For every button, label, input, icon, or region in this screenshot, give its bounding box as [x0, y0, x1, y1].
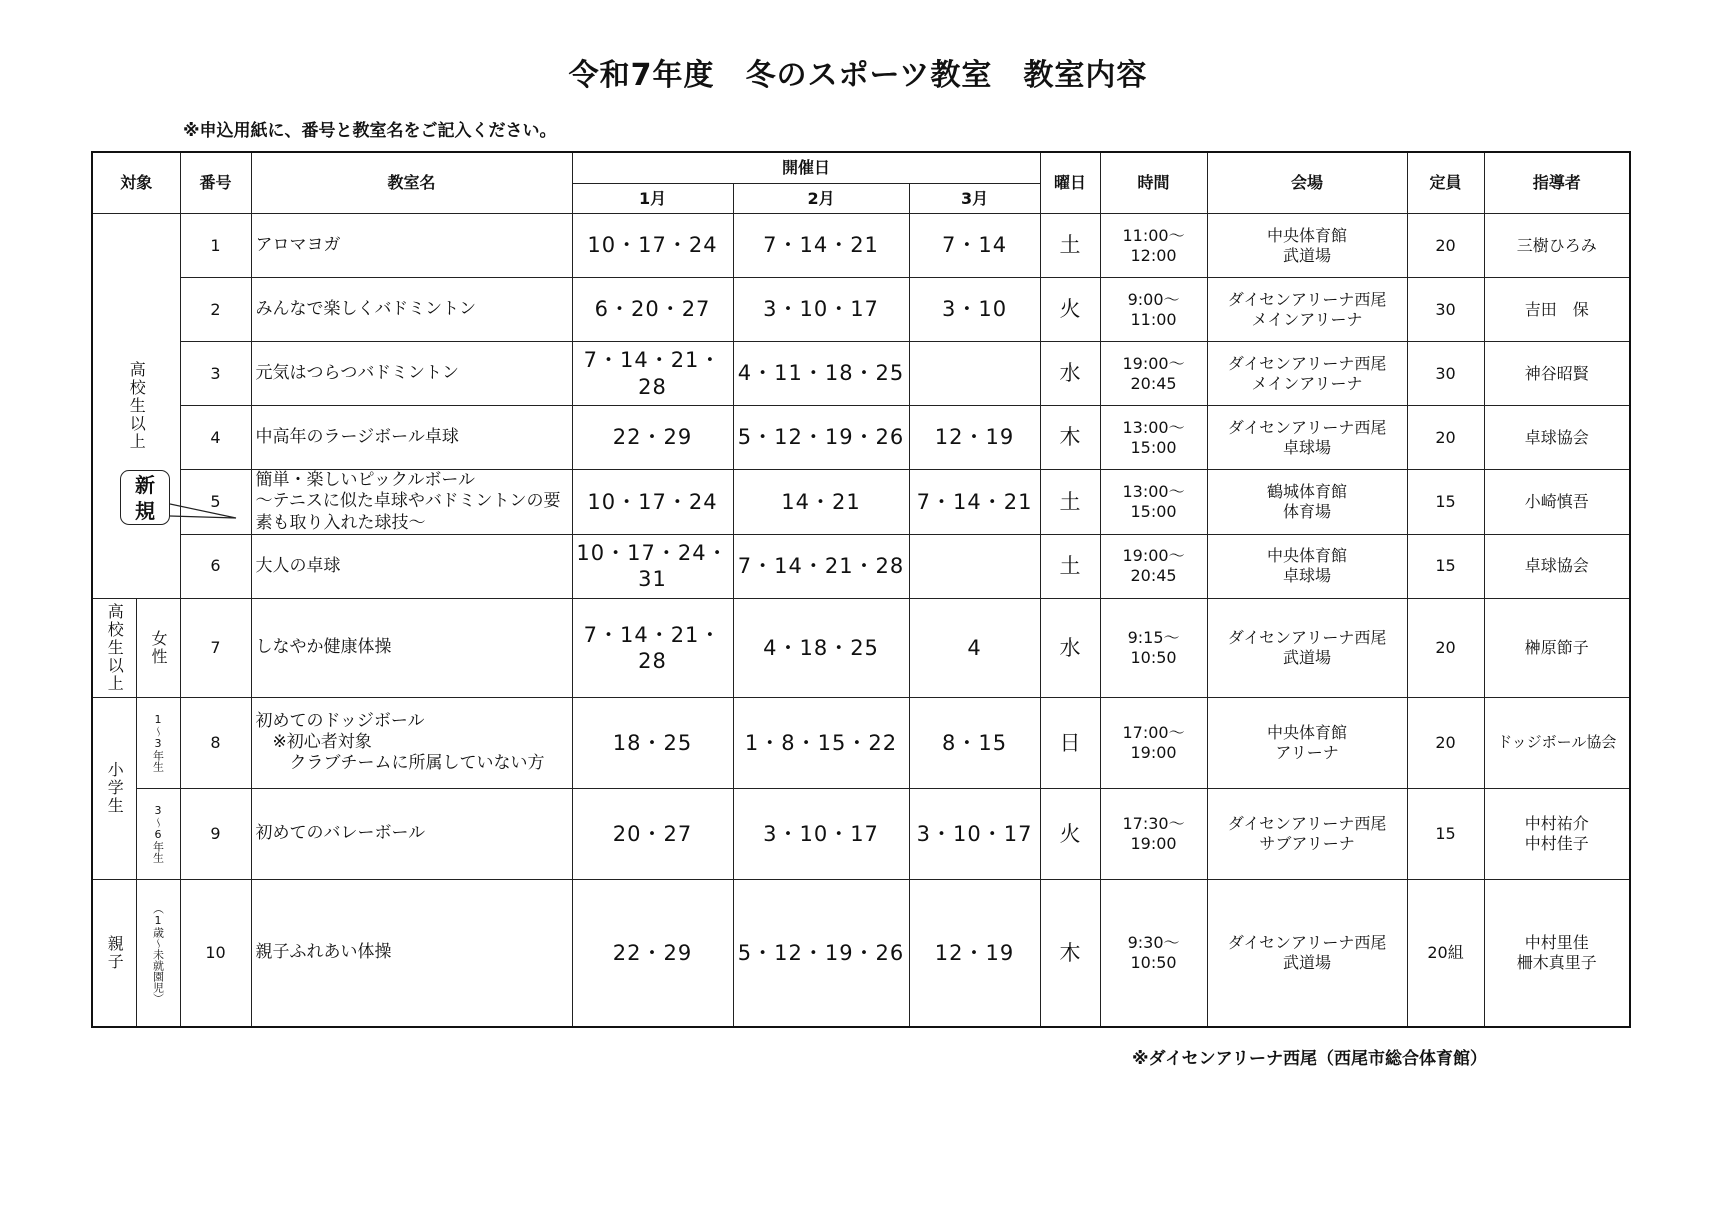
group-parent-child-note	[136, 879, 180, 1027]
venue-line-1: ダイセンアリーナ西尾	[1227, 417, 1387, 437]
cell-feb: 1・8・15・22	[733, 697, 909, 788]
cell-number: 9	[180, 788, 251, 879]
table-row	[92, 214, 1630, 278]
cell-jan: 7・14・21・28	[572, 342, 733, 406]
badge-pointer	[170, 502, 240, 522]
venue-line-2: 武道場	[1283, 647, 1332, 667]
venue-line-2: アリーナ	[1275, 742, 1339, 762]
cell-weekday: 土	[1040, 534, 1100, 598]
cell-time	[1100, 788, 1207, 879]
cell-time	[1100, 598, 1207, 697]
class-name-line: 初めてのバレーボール	[255, 823, 426, 844]
instructor-line-1: 卓球協会	[1524, 427, 1589, 447]
cell-time	[1100, 697, 1207, 788]
schedule-table	[91, 151, 1631, 1028]
time-start: 9:00〜	[1127, 289, 1180, 309]
time-end: 15:00	[1130, 501, 1177, 521]
cell-weekday: 土	[1040, 470, 1100, 535]
table-row	[92, 406, 1630, 470]
cell-instructor	[1484, 879, 1630, 1027]
instructor-line-1: ドッジボール協会	[1497, 733, 1617, 752]
cell-jan: 22・29	[572, 879, 733, 1027]
class-name-line: クラブチームに所属していない方	[255, 753, 545, 774]
instructor-line-1: 神谷昭賢	[1524, 363, 1589, 383]
class-name-line: アロマヨガ	[255, 234, 341, 255]
time-start: 17:30〜	[1122, 813, 1185, 833]
time-start: 9:15〜	[1127, 627, 1180, 647]
cell-venue	[1207, 788, 1407, 879]
cell-time	[1100, 534, 1207, 598]
cell-capacity: 15	[1407, 534, 1484, 598]
venue-line-1: 鶴城体育館	[1267, 481, 1348, 501]
cell-weekday: 水	[1040, 598, 1100, 697]
class-name-line: ※初心者対象	[255, 732, 372, 753]
time-start: 13:00〜	[1122, 481, 1185, 501]
cell-jan: 10・17・24・31	[572, 534, 733, 598]
time-start: 19:00〜	[1122, 546, 1185, 566]
time-start: 17:00〜	[1122, 722, 1185, 742]
cell-weekday: 水	[1040, 342, 1100, 406]
time-end: 11:00	[1130, 309, 1177, 329]
cell-weekday: 木	[1040, 406, 1100, 470]
cell-feb: 4・18・25	[733, 598, 909, 697]
cell-jan: 22・29	[572, 406, 733, 470]
class-name-line: 元気はつらつバドミントン	[255, 362, 460, 383]
cell-instructor	[1484, 788, 1630, 879]
venue-line-2: サブアリーナ	[1259, 833, 1355, 853]
venue-line-1: 中央体育館	[1267, 546, 1348, 566]
cell-mar: 3・10・17	[909, 788, 1040, 879]
cell-time	[1100, 214, 1207, 278]
instructor-line-2: 中村佳子	[1524, 833, 1589, 853]
cell-class-name	[251, 470, 572, 535]
cell-class-name	[251, 697, 572, 788]
venue-line-1: ダイセンアリーナ西尾	[1227, 813, 1387, 833]
cell-instructor	[1484, 697, 1630, 788]
group-label: 小学生	[105, 761, 125, 816]
page-title: 令和7年度 冬のスポーツ教室 教室内容	[568, 58, 1148, 93]
cell-jan: 10・17・24	[572, 214, 733, 278]
group-label: 女性	[149, 629, 168, 666]
table-row	[92, 470, 1630, 535]
cell-instructor	[1484, 598, 1630, 697]
cell-number: 3	[180, 342, 251, 406]
instructor-line-1: 中村祐介	[1524, 813, 1589, 833]
cell-class-name	[251, 598, 572, 697]
cell-mar: 12・19	[909, 879, 1040, 1027]
cell-feb: 7・14・21	[733, 214, 909, 278]
class-name-line: 素も取り入れた球技〜	[255, 512, 426, 533]
cell-feb: 4・11・18・25	[733, 342, 909, 406]
cell-time	[1100, 278, 1207, 342]
time-start: 9:30〜	[1127, 933, 1180, 952]
cell-instructor	[1484, 534, 1630, 598]
group-women	[136, 598, 180, 697]
cell-feb: 7・14・21・28	[733, 534, 909, 598]
cell-class-name	[251, 879, 572, 1027]
table-row	[92, 788, 1630, 879]
cell-jan: 7・14・21・28	[572, 598, 733, 697]
instructor-line-1: 中村里佳	[1524, 933, 1589, 952]
grade-label: 1〜3年生	[151, 713, 165, 773]
header-time: 時間	[1100, 152, 1207, 214]
instructor-line-1: 三樹ひろみ	[1516, 235, 1597, 255]
cell-jan: 10・17・24	[572, 470, 733, 535]
class-name-line: 初めてのドッジボール	[255, 710, 425, 731]
cell-jan: 18・25	[572, 697, 733, 788]
time-end: 20:45	[1130, 566, 1177, 586]
cell-venue	[1207, 214, 1407, 278]
cell-venue	[1207, 406, 1407, 470]
cell-venue	[1207, 342, 1407, 406]
time-end: 15:00	[1130, 437, 1177, 457]
cell-venue	[1207, 470, 1407, 535]
venue-line-2: メインアリーナ	[1251, 309, 1363, 329]
table-row	[92, 697, 1630, 788]
class-name-line: 〜テニスに似た卓球やバドミントンの要	[255, 491, 561, 512]
cell-class-name	[251, 788, 572, 879]
table-row	[92, 534, 1630, 598]
header-capacity: 定員	[1407, 152, 1484, 214]
cell-number: 4	[180, 406, 251, 470]
venue-line-1: 中央体育館	[1267, 722, 1348, 742]
cell-number: 8	[180, 697, 251, 788]
cell-number: 6	[180, 534, 251, 598]
cell-class-name	[251, 342, 572, 406]
group-label: 高校生以上	[105, 602, 125, 693]
group-high-school-up-2	[92, 598, 136, 697]
cell-class-name	[251, 278, 572, 342]
cell-capacity: 20	[1407, 406, 1484, 470]
cell-mar	[909, 534, 1040, 598]
venue-line-1: 中央体育館	[1267, 225, 1348, 245]
cell-number: 5	[180, 470, 251, 535]
cell-venue	[1207, 598, 1407, 697]
cell-capacity: 20	[1407, 214, 1484, 278]
cell-time	[1100, 406, 1207, 470]
venue-line-2: 武道場	[1283, 245, 1332, 265]
cell-capacity: 20組	[1407, 879, 1484, 1027]
cell-venue	[1207, 697, 1407, 788]
time-end: 10:50	[1130, 647, 1177, 667]
class-name-line: 簡単・楽しいピックルボール	[255, 470, 475, 490]
header-target: 対象	[92, 152, 180, 214]
group-high-school-up	[92, 214, 180, 599]
venue-line-1: ダイセンアリーナ西尾	[1227, 353, 1387, 373]
venue-line-1: ダイセンアリーナ西尾	[1227, 933, 1387, 952]
class-name-line: 親子ふれあい体操	[255, 942, 392, 963]
instructor-line-1: 榊原節子	[1524, 637, 1589, 657]
time-end: 10:50	[1130, 953, 1177, 972]
cell-weekday: 火	[1040, 788, 1100, 879]
cell-venue	[1207, 534, 1407, 598]
cell-capacity: 30	[1407, 278, 1484, 342]
venue-line-2: 卓球場	[1283, 566, 1332, 586]
table-row	[92, 342, 1630, 406]
class-name-line: 大人の卓球	[255, 555, 341, 576]
cell-feb: 3・10・17	[733, 788, 909, 879]
cell-venue	[1207, 278, 1407, 342]
group-label: 高校生以上	[127, 360, 147, 451]
cell-capacity: 20	[1407, 697, 1484, 788]
cell-instructor	[1484, 470, 1630, 535]
cell-instructor	[1484, 214, 1630, 278]
instructor-line-1: 小崎慎吾	[1524, 491, 1589, 511]
cell-mar	[909, 342, 1040, 406]
cell-number: 2	[180, 278, 251, 342]
header-instructor: 指導者	[1484, 152, 1630, 214]
header-class-name: 教室名	[251, 152, 572, 214]
badge-line-2: 規	[135, 499, 155, 523]
table-row	[92, 278, 1630, 342]
instruction-note: ※申込用紙に、番号と教室名をご記入ください。	[183, 121, 557, 141]
header-mar: 3月	[909, 184, 1040, 214]
cell-instructor	[1484, 406, 1630, 470]
cell-class-name	[251, 406, 572, 470]
cell-jan: 6・20・27	[572, 278, 733, 342]
cell-class-name	[251, 214, 572, 278]
venue-line-2: 武道場	[1283, 953, 1332, 972]
grade-label: 3〜6年生	[151, 804, 165, 864]
cell-capacity: 30	[1407, 342, 1484, 406]
header-number: 番号	[180, 152, 251, 214]
cell-feb: 14・21	[733, 470, 909, 535]
header-venue: 会場	[1207, 152, 1407, 214]
cell-weekday: 火	[1040, 278, 1100, 342]
cell-capacity: 15	[1407, 470, 1484, 535]
cell-instructor	[1484, 278, 1630, 342]
cell-number: 7	[180, 598, 251, 697]
class-name-line: みんなで楽しくバドミントン	[255, 298, 477, 319]
cell-number: 1	[180, 214, 251, 278]
cell-feb: 3・10・17	[733, 278, 909, 342]
header-dates: 開催日	[572, 152, 1040, 184]
venue-line-2: 卓球場	[1283, 437, 1332, 457]
class-name-line: しなやか健康体操	[255, 637, 392, 658]
time-start: 11:00〜	[1122, 225, 1185, 245]
time-end: 19:00	[1130, 833, 1177, 853]
time-end: 12:00	[1130, 245, 1177, 265]
time-start: 13:00〜	[1122, 417, 1185, 437]
cell-mar: 8・15	[909, 697, 1040, 788]
cell-venue	[1207, 879, 1407, 1027]
new-badge	[120, 470, 170, 525]
cell-time	[1100, 342, 1207, 406]
group-grade-3-6	[136, 788, 180, 879]
group-grade-1-3	[136, 697, 180, 788]
group-parent-child	[92, 879, 136, 1027]
cell-class-name	[251, 534, 572, 598]
instructor-line-1: 卓球協会	[1524, 556, 1589, 576]
group-label: 親子	[105, 935, 125, 971]
cell-capacity: 20	[1407, 598, 1484, 697]
table-row	[92, 879, 1630, 1027]
cell-mar: 4	[909, 598, 1040, 697]
cell-feb: 5・12・19・26	[733, 879, 909, 1027]
time-start: 19:00〜	[1122, 353, 1185, 373]
badge-line-1: 新	[135, 473, 155, 497]
time-end: 20:45	[1130, 373, 1177, 393]
cell-capacity: 15	[1407, 788, 1484, 879]
table-row	[92, 598, 1630, 697]
venue-footnote: ※ダイセンアリーナ西尾（西尾市総合体育館）	[1132, 1049, 1487, 1069]
venue-line-2: 体育場	[1283, 501, 1332, 521]
cell-mar: 12・19	[909, 406, 1040, 470]
cell-feb: 5・12・19・26	[733, 406, 909, 470]
cell-instructor	[1484, 342, 1630, 406]
header-feb: 2月	[733, 184, 909, 214]
header-jan: 1月	[572, 184, 733, 214]
time-end: 19:00	[1130, 742, 1177, 762]
cell-number: 10	[180, 879, 251, 1027]
venue-line-1: ダイセンアリーナ西尾	[1227, 289, 1387, 309]
instructor-line-2: 柵木真里子	[1516, 953, 1597, 972]
header-weekday: 曜日	[1040, 152, 1100, 214]
cell-time	[1100, 470, 1207, 535]
cell-weekday: 日	[1040, 697, 1100, 788]
group-elementary	[92, 697, 136, 879]
age-label: （1歳〜未就園児）	[151, 902, 165, 1004]
venue-line-2: メインアリーナ	[1251, 373, 1363, 393]
cell-mar: 3・10	[909, 278, 1040, 342]
venue-line-1: ダイセンアリーナ西尾	[1227, 627, 1387, 647]
class-name-line: 中高年のラージボール卓球	[255, 426, 459, 447]
cell-mar: 7・14	[909, 214, 1040, 278]
header-row-1	[92, 152, 1630, 184]
cell-weekday: 土	[1040, 214, 1100, 278]
cell-weekday: 木	[1040, 879, 1100, 1027]
cell-time	[1100, 879, 1207, 1027]
cell-jan: 20・27	[572, 788, 733, 879]
instructor-line-1: 吉田 保	[1524, 299, 1589, 319]
cell-mar: 7・14・21	[909, 470, 1040, 535]
